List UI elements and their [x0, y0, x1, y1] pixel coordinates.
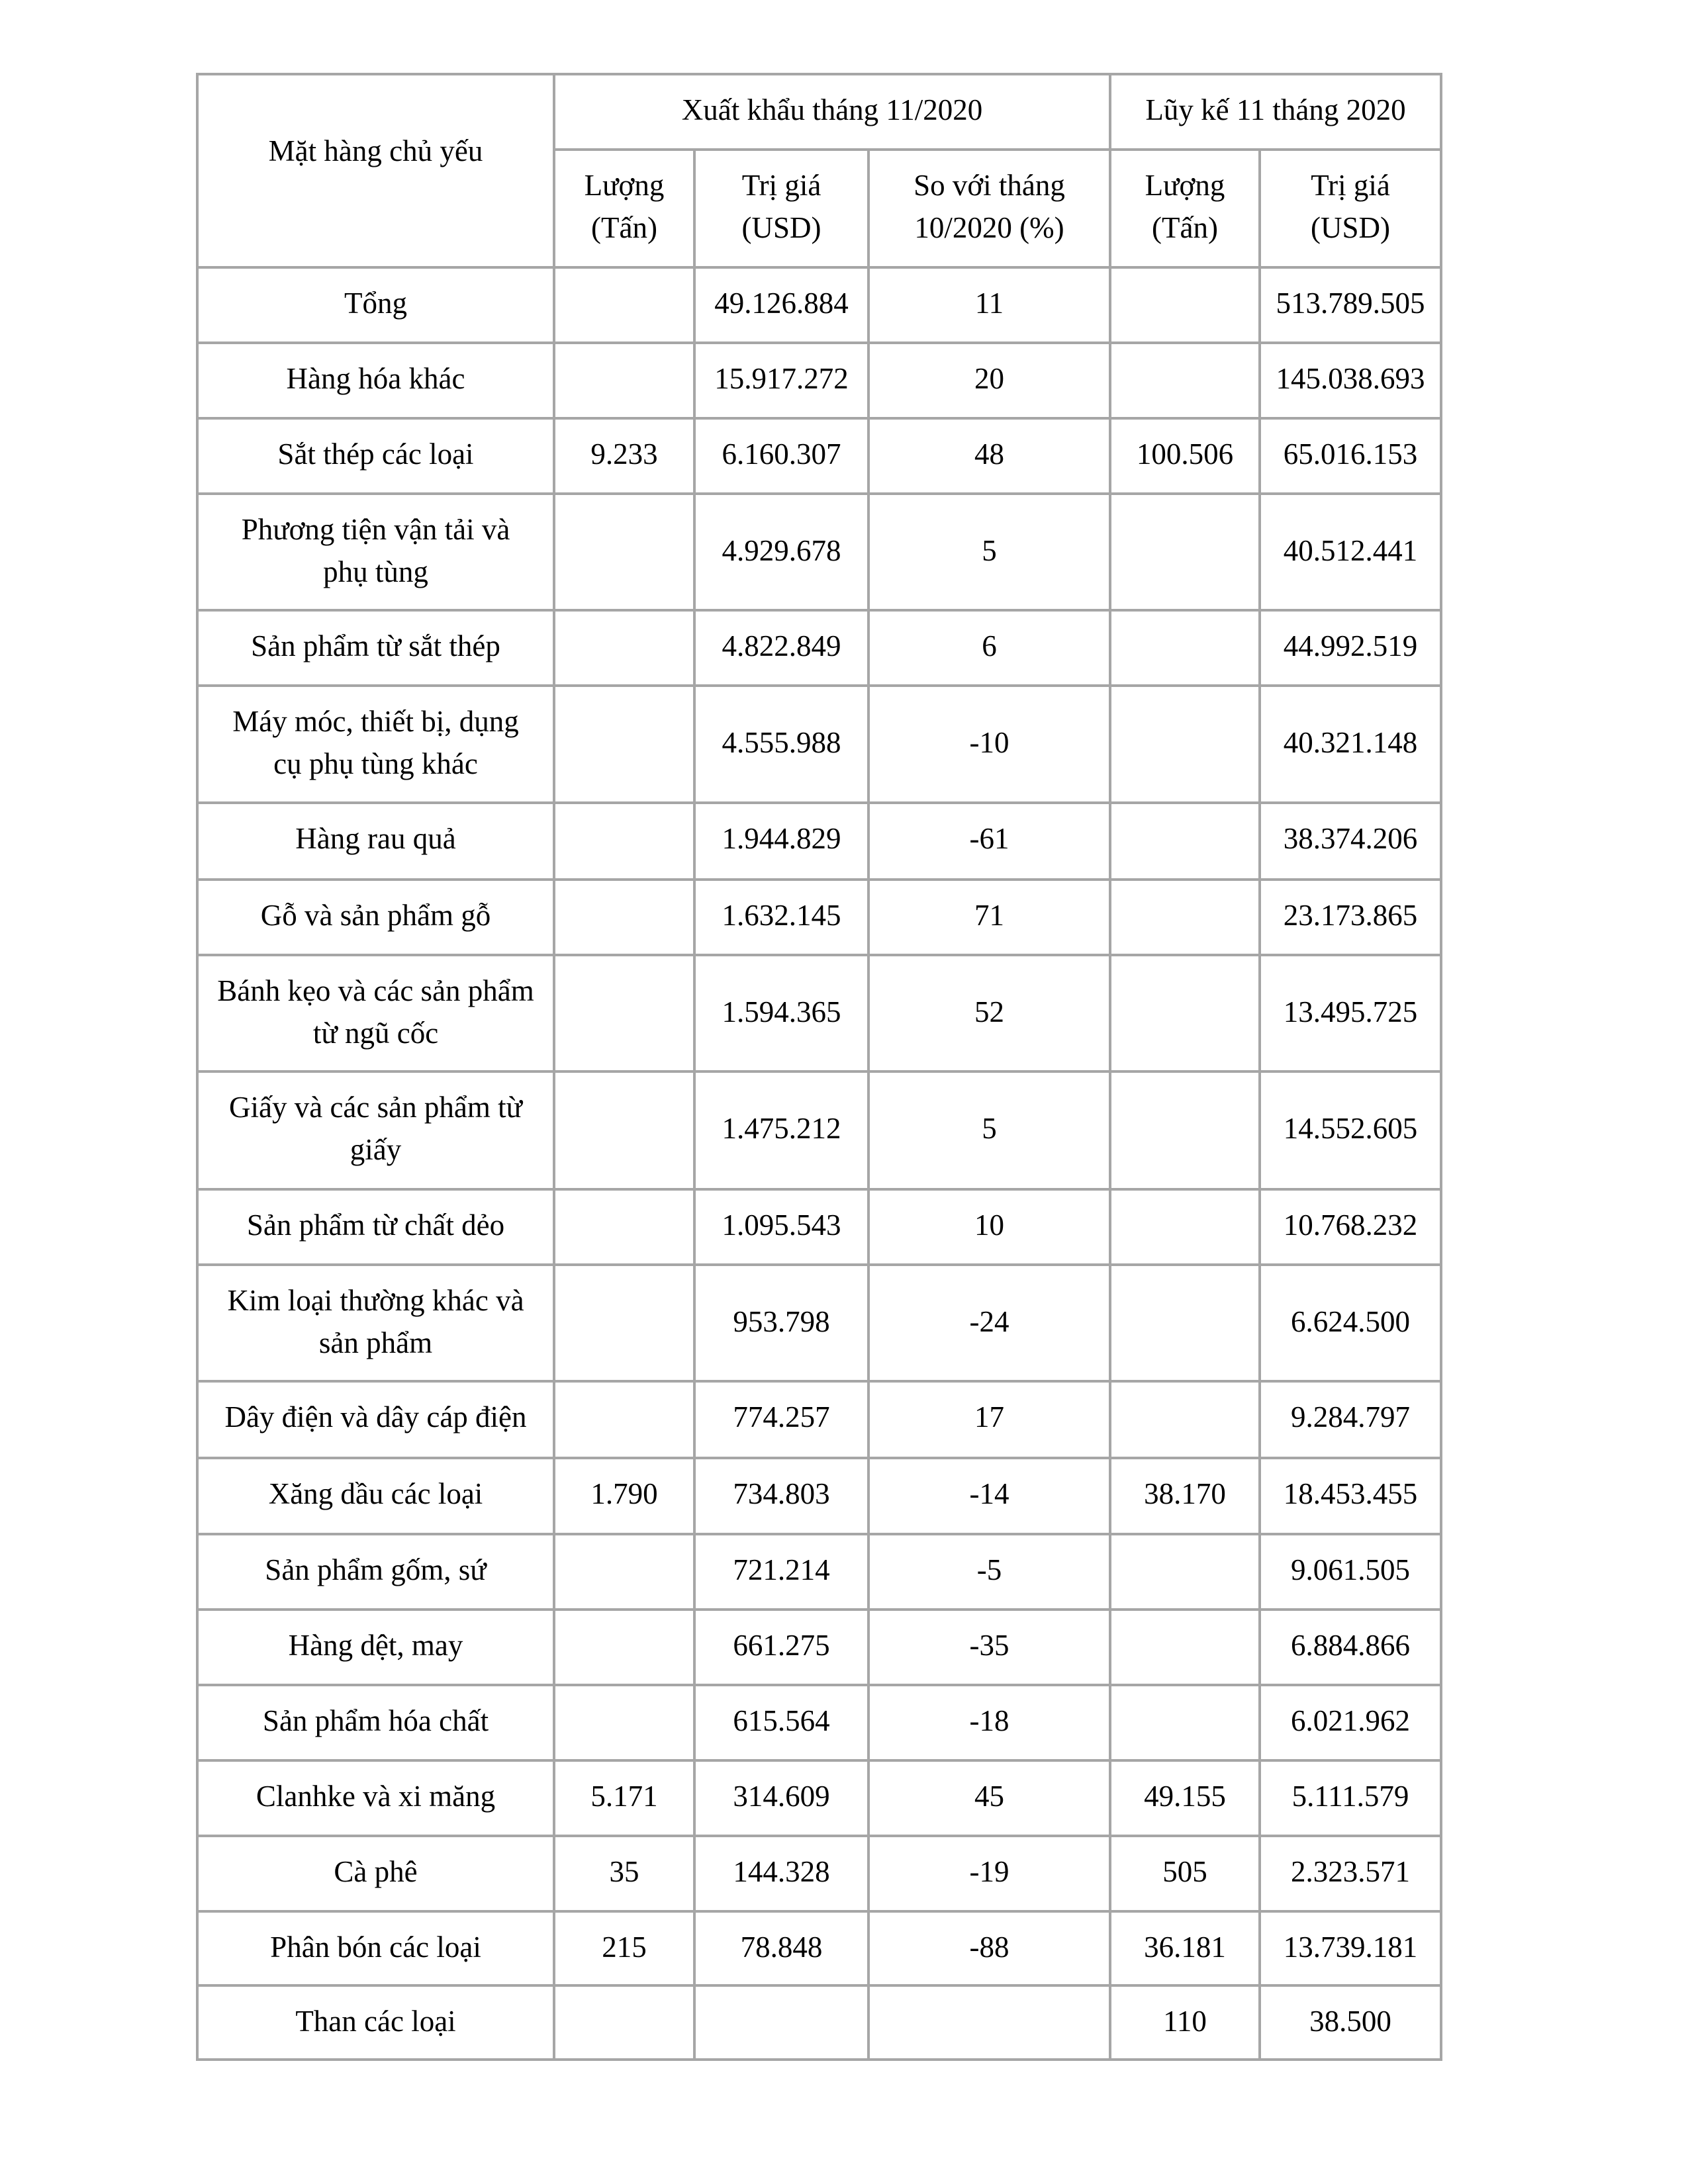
cum-qty-cell: 38.170 — [1110, 1458, 1260, 1534]
qty-cell — [554, 267, 694, 343]
item-name-line: Tổng — [344, 287, 407, 320]
value-cell — [694, 1985, 868, 2060]
table-row — [197, 1836, 1441, 1911]
cum-value-cell: 145.038.693 — [1260, 343, 1441, 418]
cum-qty-cell: 505 — [1110, 1836, 1260, 1911]
cum-value-cell: 38.374.206 — [1260, 803, 1441, 880]
cum-qty-cell — [1110, 803, 1260, 880]
cum-value-cell: 6.884.866 — [1260, 1610, 1441, 1685]
value-cell: 49.126.884 — [694, 267, 868, 343]
item-name-cell — [197, 955, 554, 1071]
cum-qty-cell — [1110, 494, 1260, 610]
value-cell: 1.475.212 — [694, 1071, 868, 1189]
cum-qty-cell — [1110, 343, 1260, 418]
item-name-line: Xăng dầu các loại — [268, 1477, 483, 1510]
value-cell: 1.944.829 — [694, 803, 868, 880]
cum-qty-cell — [1110, 1265, 1260, 1381]
item-name-cell — [197, 1610, 554, 1685]
item-name-cell — [197, 343, 554, 418]
header-line: So với tháng — [914, 169, 1065, 202]
cum-value-cell: 40.512.441 — [1260, 494, 1441, 610]
header-item-label: Mặt hàng chủ yếu — [268, 134, 483, 167]
cum-qty-cell — [1110, 610, 1260, 686]
table-row — [197, 1685, 1441, 1760]
table-row — [197, 1458, 1441, 1534]
qty-cell — [554, 494, 694, 610]
change-cell: 5 — [868, 1071, 1110, 1189]
qty-cell — [554, 955, 694, 1071]
qty-cell — [554, 686, 694, 803]
value-cell: 953.798 — [694, 1265, 868, 1381]
table-row — [197, 1610, 1441, 1685]
change-cell: -24 — [868, 1265, 1110, 1381]
table-row — [197, 1760, 1441, 1836]
cum-value-cell: 2.323.571 — [1260, 1836, 1441, 1911]
qty-cell — [554, 1189, 694, 1265]
item-name-cell — [197, 1911, 554, 1985]
cum-qty-cell: 49.155 — [1110, 1760, 1260, 1836]
qty-cell: 5.171 — [554, 1760, 694, 1836]
cum-value-cell: 44.992.519 — [1260, 610, 1441, 686]
header-cum-value — [1260, 150, 1441, 267]
change-cell: 17 — [868, 1381, 1110, 1458]
change-cell: -18 — [868, 1685, 1110, 1760]
change-cell: 5 — [868, 494, 1110, 610]
header-line: (Tấn) — [591, 211, 657, 244]
change-cell: -10 — [868, 686, 1110, 803]
item-name-line: cụ phụ tùng khác — [273, 747, 478, 780]
item-name-line: Hàng rau quả — [295, 822, 456, 855]
change-cell: -35 — [868, 1610, 1110, 1685]
cum-value-cell: 18.453.455 — [1260, 1458, 1441, 1534]
change-cell: 48 — [868, 418, 1110, 494]
header-line: 10/2020 (%) — [914, 211, 1064, 244]
cum-qty-cell — [1110, 1610, 1260, 1685]
change-cell: 10 — [868, 1189, 1110, 1265]
qty-cell: 35 — [554, 1836, 694, 1911]
cum-qty-cell: 100.506 — [1110, 418, 1260, 494]
cum-qty-cell — [1110, 955, 1260, 1071]
change-cell: 20 — [868, 343, 1110, 418]
cum-value-cell: 40.321.148 — [1260, 686, 1441, 803]
header-item — [197, 74, 554, 267]
cum-value-cell: 9.284.797 — [1260, 1381, 1441, 1458]
item-name-line: Máy móc, thiết bị, dụng — [232, 705, 519, 738]
item-name-cell — [197, 880, 554, 955]
change-cell: -19 — [868, 1836, 1110, 1911]
header-line: Trị giá — [741, 169, 821, 202]
change-cell: -5 — [868, 1534, 1110, 1610]
item-name-line: sản phẩm — [318, 1326, 433, 1359]
value-cell: 4.555.988 — [694, 686, 868, 803]
item-name-cell — [197, 1760, 554, 1836]
header-line: (Tấn) — [1152, 211, 1218, 244]
item-name-cell — [197, 1836, 554, 1911]
qty-cell: 1.790 — [554, 1458, 694, 1534]
table-row — [197, 1534, 1441, 1610]
table-row — [197, 686, 1441, 803]
item-name-line: Sản phẩm từ chất dẻo — [246, 1208, 505, 1242]
change-cell: -14 — [868, 1458, 1110, 1534]
qty-cell — [554, 803, 694, 880]
item-name-line: Sắt thép các loại — [277, 437, 474, 471]
qty-cell — [554, 1534, 694, 1610]
item-name-cell — [197, 1985, 554, 2060]
cum-value-cell: 65.016.153 — [1260, 418, 1441, 494]
table-row — [197, 1071, 1441, 1189]
value-cell: 1.594.365 — [694, 955, 868, 1071]
item-name-line: giấy — [350, 1133, 402, 1166]
value-cell: 661.275 — [694, 1610, 868, 1685]
value-cell: 15.917.272 — [694, 343, 868, 418]
qty-cell — [554, 610, 694, 686]
cum-qty-cell — [1110, 1534, 1260, 1610]
cum-qty-cell — [1110, 1381, 1260, 1458]
item-name-cell — [197, 418, 554, 494]
table-row — [197, 494, 1441, 610]
value-cell: 144.328 — [694, 1836, 868, 1911]
item-name-line: Sản phẩm từ sắt thép — [251, 629, 500, 662]
cum-value-cell: 5.111.579 — [1260, 1760, 1441, 1836]
cum-qty-cell — [1110, 1685, 1260, 1760]
change-cell: 6 — [868, 610, 1110, 686]
change-cell — [868, 1985, 1110, 2060]
item-name-line: Kim loại thường khác và — [227, 1284, 524, 1317]
item-name-cell — [197, 1189, 554, 1265]
value-cell: 78.848 — [694, 1911, 868, 1985]
item-name-line: Sản phẩm hóa chất — [262, 1704, 489, 1737]
cum-qty-cell — [1110, 1189, 1260, 1265]
item-name-line: Bánh kẹo và các sản phẩm — [217, 974, 534, 1007]
table-row — [197, 1265, 1441, 1381]
qty-cell — [554, 1265, 694, 1381]
item-name-line: Hàng hóa khác — [286, 362, 465, 395]
cum-qty-cell: 36.181 — [1110, 1911, 1260, 1985]
qty-cell — [554, 880, 694, 955]
value-cell: 774.257 — [694, 1381, 868, 1458]
header-cum-qty — [1110, 150, 1260, 267]
item-name-cell — [197, 610, 554, 686]
cum-value-cell: 10.768.232 — [1260, 1189, 1441, 1265]
change-cell: -61 — [868, 803, 1110, 880]
item-name-cell — [197, 1265, 554, 1381]
change-cell: 52 — [868, 955, 1110, 1071]
change-cell: 11 — [868, 267, 1110, 343]
qty-cell — [554, 1381, 694, 1458]
item-name-cell — [197, 494, 554, 610]
item-name-line: Than các loại — [295, 2005, 456, 2038]
cum-value-cell: 13.739.181 — [1260, 1911, 1441, 1985]
item-name-line: Sản phẩm gốm, sứ — [265, 1553, 487, 1586]
qty-cell — [554, 1071, 694, 1189]
header-line: Trị giá — [1311, 169, 1390, 202]
header-cumulative-group-label: Lũy kế 11 tháng 2020 — [1145, 93, 1406, 126]
table-row — [197, 1985, 1441, 2060]
table-row — [197, 1381, 1441, 1458]
item-name-cell — [197, 686, 554, 803]
header-month-group — [554, 74, 1110, 150]
item-name-line: Dây điện và dây cáp điện — [224, 1400, 527, 1433]
cum-qty-cell: 110 — [1110, 1985, 1260, 2060]
table-row — [197, 1189, 1441, 1265]
change-cell: 71 — [868, 880, 1110, 955]
value-cell: 615.564 — [694, 1685, 868, 1760]
table-row — [197, 880, 1441, 955]
table-row — [197, 267, 1441, 343]
item-name-line: từ ngũ cốc — [312, 1017, 439, 1050]
value-cell: 314.609 — [694, 1760, 868, 1836]
header-cumulative-group — [1110, 74, 1441, 150]
qty-cell: 215 — [554, 1911, 694, 1985]
qty-cell: 9.233 — [554, 418, 694, 494]
qty-cell — [554, 1685, 694, 1760]
item-name-line: Giấy và các sản phẩm từ — [229, 1091, 522, 1124]
cum-qty-cell — [1110, 880, 1260, 955]
value-cell: 1.632.145 — [694, 880, 868, 955]
value-cell: 1.095.543 — [694, 1189, 868, 1265]
header-line: (USD) — [1311, 211, 1391, 244]
item-name-line: Gỗ và sản phẩm gỗ — [260, 899, 491, 932]
cum-value-cell: 14.552.605 — [1260, 1071, 1441, 1189]
cum-value-cell: 38.500 — [1260, 1985, 1441, 2060]
table-body — [197, 267, 1441, 2060]
table-row — [197, 803, 1441, 880]
item-name-cell — [197, 1685, 554, 1760]
header-line: (USD) — [741, 211, 821, 244]
item-name-line: Cà phê — [334, 1855, 418, 1888]
item-name-line: Phương tiện vận tải và — [241, 513, 510, 546]
cum-value-cell: 6.021.962 — [1260, 1685, 1441, 1760]
header-line: Lượng — [584, 169, 665, 202]
change-cell: -88 — [868, 1911, 1110, 1985]
change-cell: 45 — [868, 1760, 1110, 1836]
item-name-line: phụ tùng — [323, 555, 428, 588]
export-table — [196, 73, 1442, 2061]
cum-value-cell: 13.495.725 — [1260, 955, 1441, 1071]
cum-value-cell: 23.173.865 — [1260, 880, 1441, 955]
item-name-cell — [197, 267, 554, 343]
item-name-cell — [197, 1458, 554, 1534]
item-name-line: Hàng dệt, may — [288, 1629, 463, 1662]
header-month-group-label: Xuất khẩu tháng 11/2020 — [681, 93, 983, 126]
cum-qty-cell — [1110, 1071, 1260, 1189]
item-name-line: Phân bón các loại — [270, 1931, 481, 1964]
value-cell: 721.214 — [694, 1534, 868, 1610]
cum-value-cell: 513.789.505 — [1260, 267, 1441, 343]
value-cell: 6.160.307 — [694, 418, 868, 494]
table-row — [197, 955, 1441, 1071]
cum-value-cell: 6.624.500 — [1260, 1265, 1441, 1381]
table-row — [197, 343, 1441, 418]
item-name-line: Clanhke và xi măng — [256, 1780, 496, 1813]
cum-qty-cell — [1110, 267, 1260, 343]
value-cell: 734.803 — [694, 1458, 868, 1534]
header-month-change — [868, 150, 1110, 267]
cum-value-cell: 9.061.505 — [1260, 1534, 1441, 1610]
qty-cell — [554, 343, 694, 418]
item-name-cell — [197, 803, 554, 880]
qty-cell — [554, 1985, 694, 2060]
table-row — [197, 610, 1441, 686]
value-cell: 4.929.678 — [694, 494, 868, 610]
cum-qty-cell — [1110, 686, 1260, 803]
item-name-cell — [197, 1381, 554, 1458]
item-name-cell — [197, 1071, 554, 1189]
qty-cell — [554, 1610, 694, 1685]
header-month-value — [694, 150, 868, 267]
table-row — [197, 418, 1441, 494]
item-name-cell — [197, 1534, 554, 1610]
value-cell: 4.822.849 — [694, 610, 868, 686]
header-month-qty — [554, 150, 694, 267]
table-row — [197, 1911, 1441, 1985]
header-line: Lượng — [1145, 169, 1225, 202]
